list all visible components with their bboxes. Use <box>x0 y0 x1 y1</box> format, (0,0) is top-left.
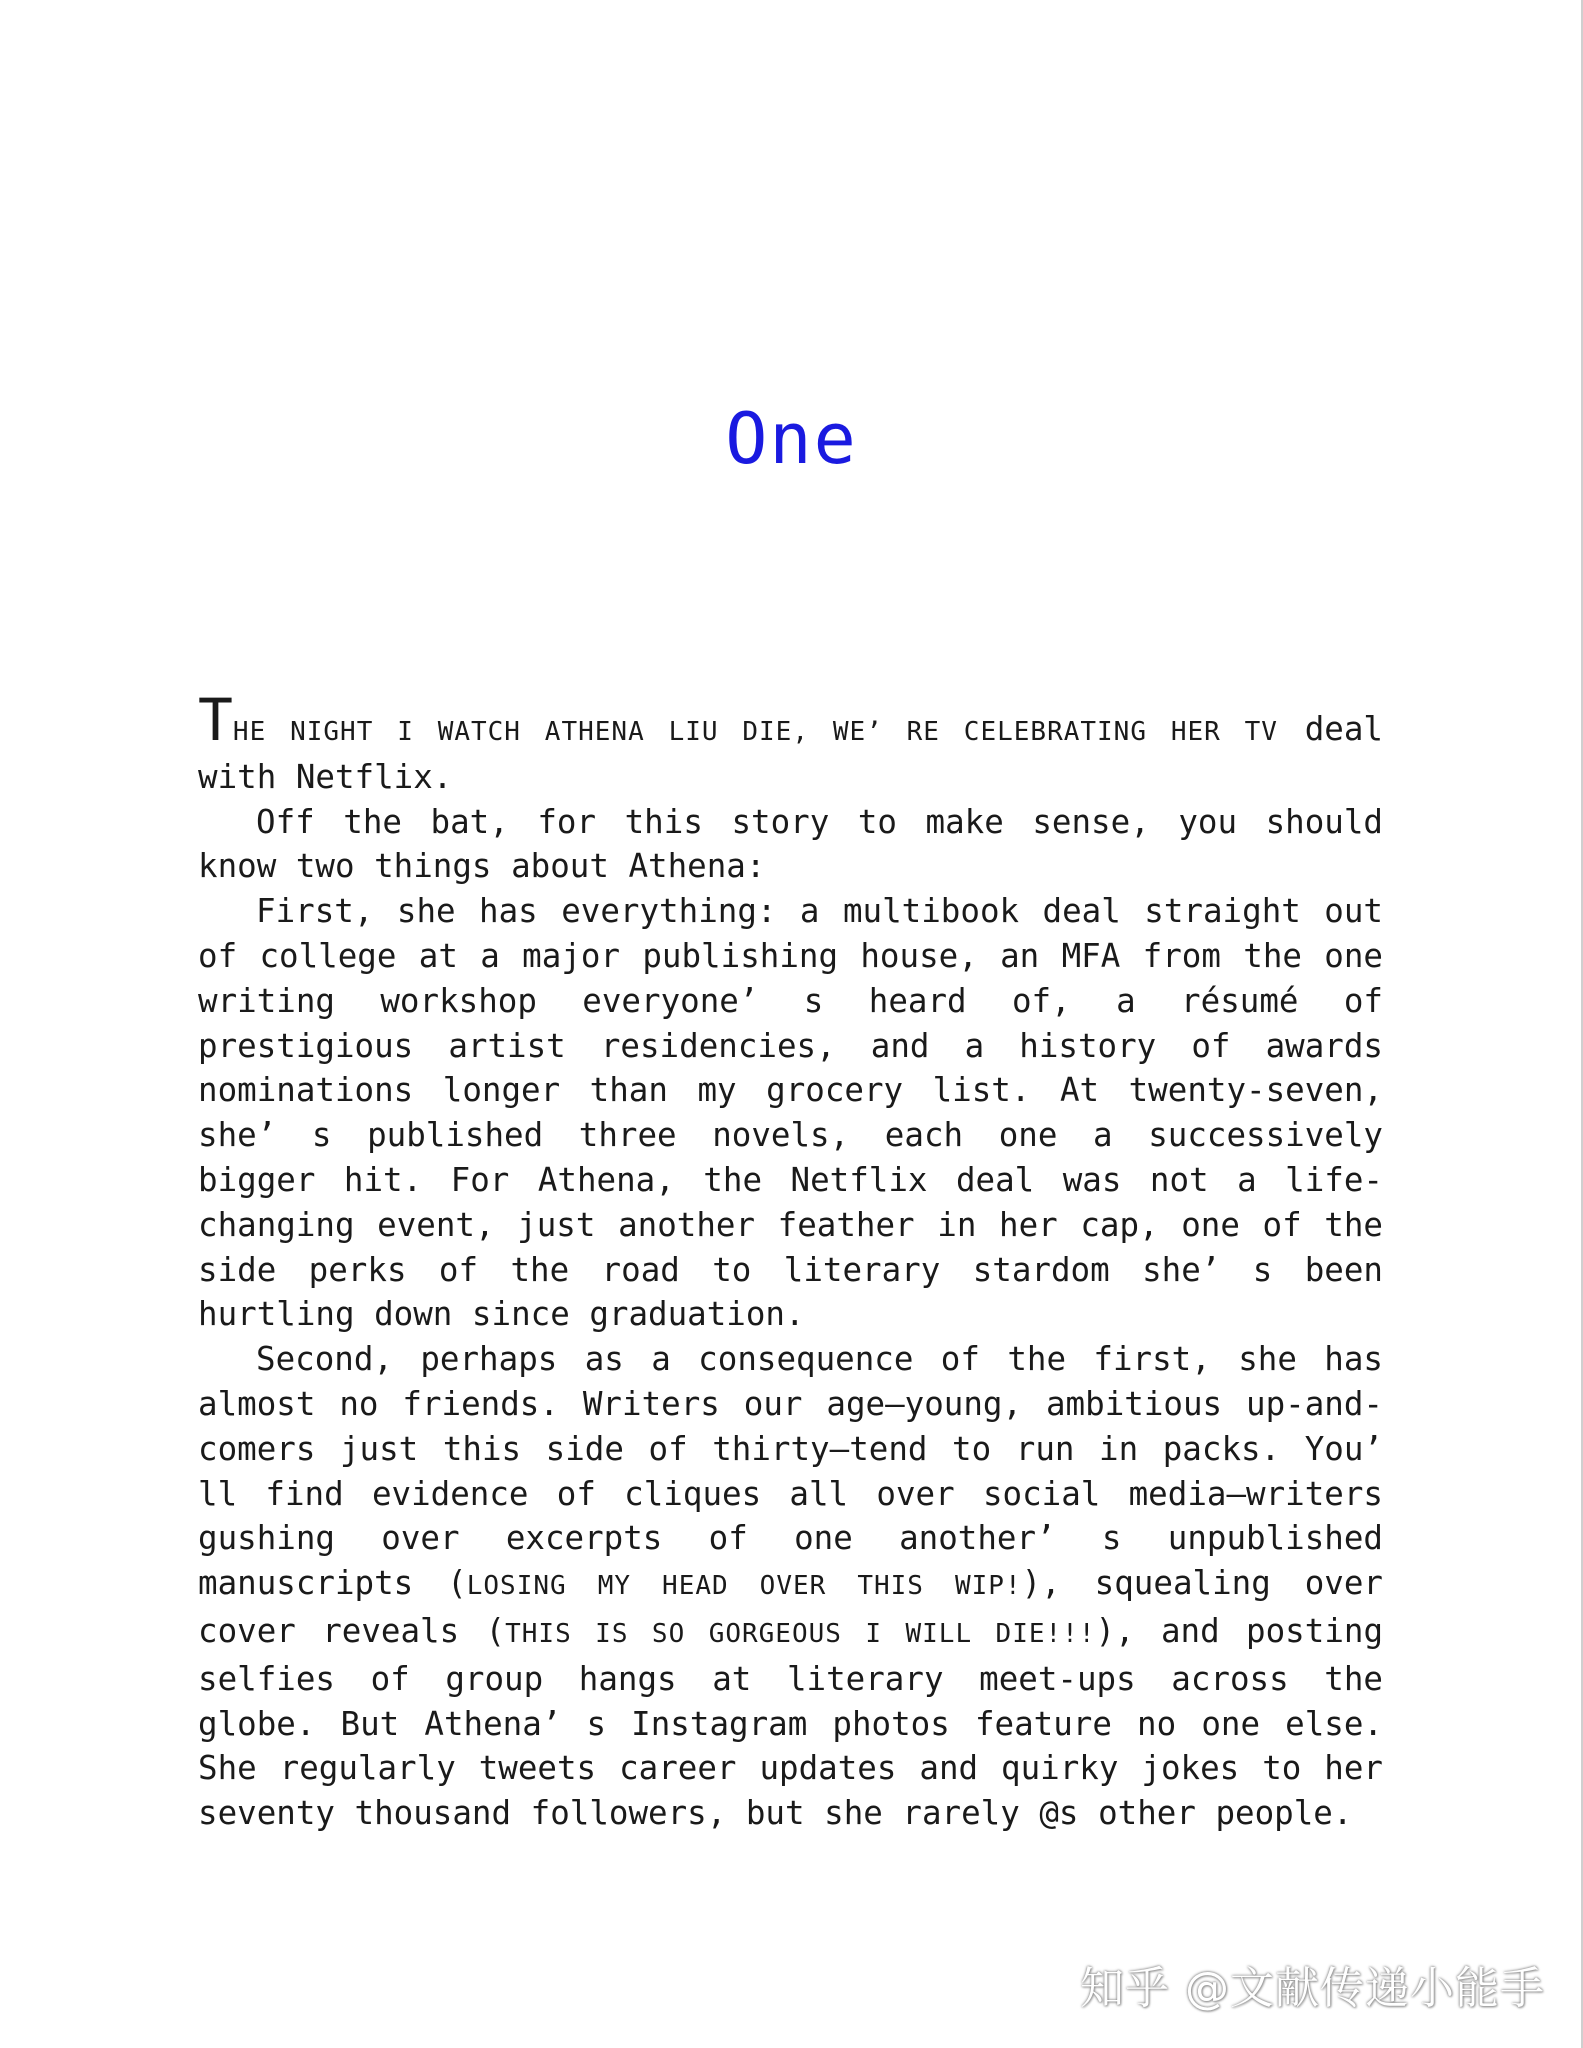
paragraph-2: Off the bat, for this story to make sense, you should know two things about Athena: <box>198 802 1383 886</box>
drop-cap: T <box>198 686 233 754</box>
paragraph-1 <box>198 686 1383 800</box>
paragraph-3: First, she has everything: a multibook deal straight out of college at a major publishing house, an MFA from the one writing workshop everyone’ s heard of, a résumé of prestigious artist residencies, and a history of awards nominations longer than my grocery list. At twenty-seven, she’ s published three novels, each one a successively bigger hit. For Athena, the Netflix deal was not a life-changing event, just another feather in her cap, one of the side perks of the road to literary stardom she’ s been hurtling down since graduation. <box>198 892 1383 1334</box>
chapter-body <box>198 686 1384 1836</box>
paragraph-4-part-b: ), squealing over cover reveals ( <box>198 1564 1383 1650</box>
opening-small-caps: HE NIGHT I WATCH ATHENA LIU DIE, WE’ RE CELEBRATING HER TV <box>232 717 1278 747</box>
paragraph-1-rest: deal with Netflix. <box>198 710 1383 796</box>
watermark: 知乎 @文献传递小能手 <box>1080 1963 1545 2014</box>
paragraph-4-part-c: ), and posting selfies of group hangs at literary meet-ups across the globe. But Athena’ s Instagram photos feature no one else. She regularly tweets career updates and quirky jokes to her seventy thousand followers, but she rarely @s other people. <box>198 1611 1384 1833</box>
quoted-caps-1: LOSING MY HEAD OVER THIS WIP! <box>466 1571 1022 1602</box>
paragraph-4-part-a: Second, perhaps as a consequence of the first, she has almost no friends. Writers our age—young, ambitious up-and-comers just this side of thirty—tend to run in packs. You’ ll find evidence of cliques all over social media—writers gushing over excerpts of one another’ s unpublished manuscripts ( <box>198 1340 1383 1603</box>
chapter-title: One <box>725 398 858 480</box>
quoted-caps-2: THIS IS SO GORGEOUS I WILL DIE!!! <box>505 1618 1096 1649</box>
paragraph-4 <box>198 1337 1383 1836</box>
